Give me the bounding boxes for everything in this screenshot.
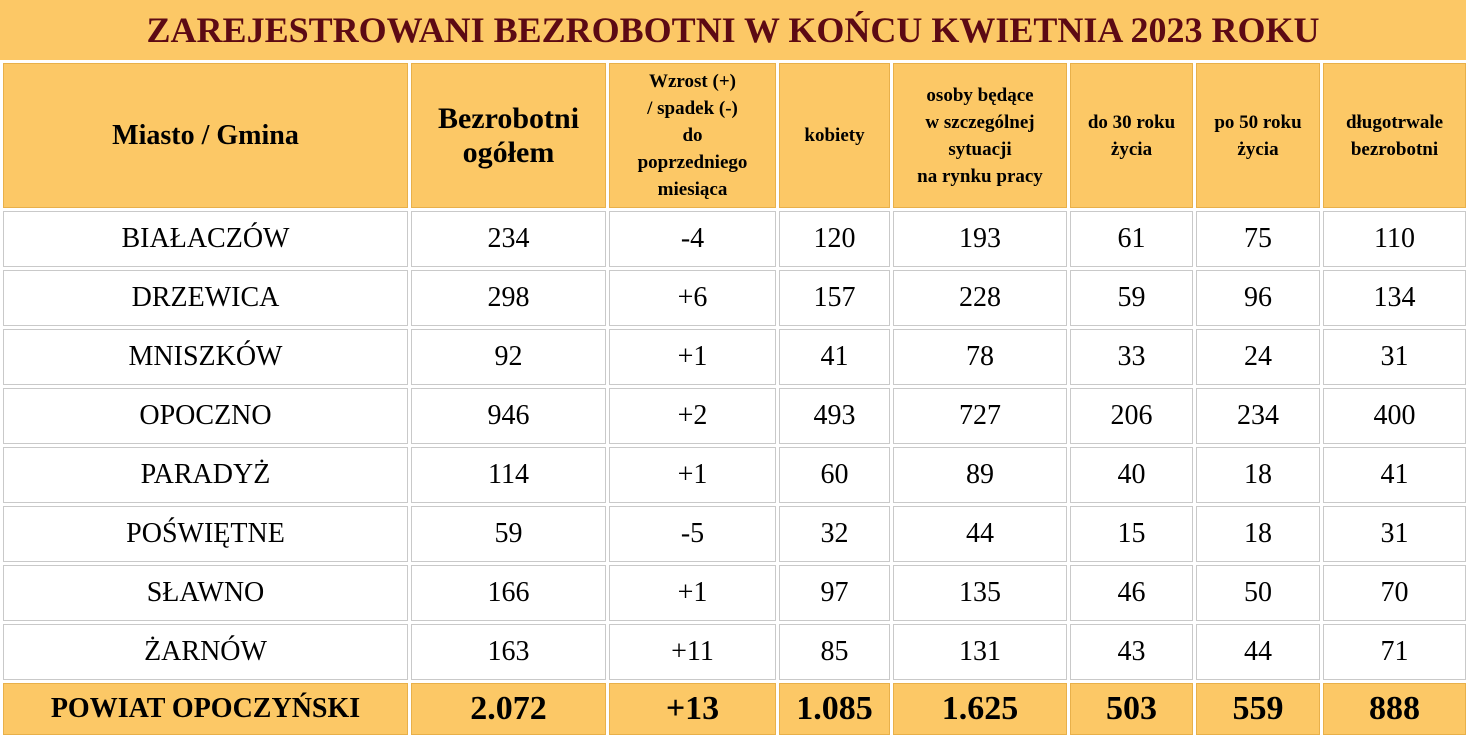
header-line: kobiety [804, 125, 865, 146]
cell-do30: 61 [1070, 211, 1193, 267]
page-title: ZAREJESTROWANI BEZROBOTNI W KOŃCU KWIETNIA 2023 ROKU [0, 0, 1466, 60]
header-line: do 30 roku [1087, 111, 1176, 133]
cell-kobiety: 32 [779, 506, 890, 562]
table-row [3, 624, 1466, 680]
cell-ogolem: 92 [411, 329, 606, 385]
cell-po50: 234 [1196, 388, 1320, 444]
cell-ogolem: 163 [411, 624, 606, 680]
cell-po50: 44 [1196, 624, 1320, 680]
cell-do30: 59 [1070, 270, 1193, 326]
table-row [3, 329, 1466, 385]
cell-po50: 50 [1196, 565, 1320, 621]
total-dlugotrwale: 888 [1323, 683, 1466, 735]
header-dlugotrwale [1323, 63, 1466, 208]
cell-gmina: MNISZKÓW [3, 329, 408, 385]
cell-po50: 18 [1196, 506, 1320, 562]
cell-do30: 206 [1070, 388, 1193, 444]
cell-kobiety: 97 [779, 565, 890, 621]
total-po50: 559 [1196, 683, 1320, 735]
cell-szczegolna: 131 [893, 624, 1067, 680]
cell-dlugotrwale: 134 [1323, 270, 1466, 326]
header-line: długotrwale [1345, 111, 1444, 133]
cell-dlugotrwale: 31 [1323, 506, 1466, 562]
cell-gmina: POŚWIĘTNE [3, 506, 408, 562]
cell-ogolem: 234 [411, 211, 606, 267]
cell-zmiana: -5 [609, 506, 776, 562]
cell-ogolem: 946 [411, 388, 606, 444]
header-line: miesiąca [657, 179, 728, 200]
cell-ogolem: 298 [411, 270, 606, 326]
cell-gmina: SŁAWNO [3, 565, 408, 621]
cell-kobiety: 85 [779, 624, 890, 680]
cell-gmina: BIAŁACZÓW [3, 211, 408, 267]
unemployment-table [0, 60, 1466, 738]
total-gmina: POWIAT OPOCZYŃSKI [3, 683, 408, 735]
header-row [3, 63, 1466, 208]
table-row [3, 270, 1466, 326]
header-gmina [3, 63, 408, 208]
cell-kobiety: 120 [779, 211, 890, 267]
cell-po50: 75 [1196, 211, 1320, 267]
cell-do30: 46 [1070, 565, 1193, 621]
cell-gmina: PARADYŻ [3, 447, 408, 503]
table-row [3, 565, 1466, 621]
cell-dlugotrwale: 400 [1323, 388, 1466, 444]
cell-do30: 43 [1070, 624, 1193, 680]
header-line: w szczególnej [925, 111, 1035, 133]
total-row [3, 683, 1466, 735]
cell-kobiety: 157 [779, 270, 890, 326]
cell-zmiana: +11 [609, 624, 776, 680]
header-line: życia [1110, 138, 1153, 160]
header-line: Wzrost (+) [649, 71, 736, 92]
cell-szczegolna: 44 [893, 506, 1067, 562]
header-line: po 50 roku [1214, 111, 1302, 133]
table-row [3, 447, 1466, 503]
cell-zmiana: +1 [609, 329, 776, 385]
header-zmiana [609, 63, 776, 208]
header-ogolem [411, 63, 606, 208]
cell-gmina: OPOCZNO [3, 388, 408, 444]
cell-gmina: DRZEWICA [3, 270, 408, 326]
cell-szczegolna: 89 [893, 447, 1067, 503]
header-line: na rynku pracy [917, 165, 1043, 187]
cell-do30: 40 [1070, 447, 1193, 503]
cell-dlugotrwale: 41 [1323, 447, 1466, 503]
cell-ogolem: 114 [411, 447, 606, 503]
header-do30 [1070, 63, 1193, 208]
total-ogolem: 2.072 [411, 683, 606, 735]
header-line: życia [1237, 138, 1279, 160]
cell-szczegolna: 228 [893, 270, 1067, 326]
header-line: bezrobotni [1350, 138, 1439, 160]
cell-zmiana: -4 [609, 211, 776, 267]
cell-ogolem: 59 [411, 506, 606, 562]
total-kobiety: 1.085 [779, 683, 890, 735]
cell-szczegolna: 135 [893, 565, 1067, 621]
header-line: poprzedniego [637, 152, 748, 173]
header-line: osoby będące [926, 84, 1034, 106]
cell-zmiana: +1 [609, 447, 776, 503]
header-line: sytuacji [948, 138, 1012, 160]
header-line: Bezrobotni [437, 101, 580, 135]
cell-kobiety: 41 [779, 329, 890, 385]
total-do30: 503 [1070, 683, 1193, 735]
cell-do30: 33 [1070, 329, 1193, 385]
cell-dlugotrwale: 31 [1323, 329, 1466, 385]
cell-po50: 96 [1196, 270, 1320, 326]
table-row [3, 211, 1466, 267]
cell-po50: 18 [1196, 447, 1320, 503]
table-row [3, 388, 1466, 444]
cell-zmiana: +2 [609, 388, 776, 444]
header-po50 [1196, 63, 1320, 208]
header-line: / spadek (-) [647, 98, 738, 119]
header-line: do [682, 125, 703, 146]
cell-kobiety: 60 [779, 447, 890, 503]
cell-dlugotrwale: 70 [1323, 565, 1466, 621]
cell-do30: 15 [1070, 506, 1193, 562]
header-kobiety [779, 63, 890, 208]
total-zmiana: +13 [609, 683, 776, 735]
cell-po50: 24 [1196, 329, 1320, 385]
cell-szczegolna: 193 [893, 211, 1067, 267]
header-line: ogółem [462, 135, 555, 169]
table-row [3, 506, 1466, 562]
total-szczegolna: 1.625 [893, 683, 1067, 735]
cell-zmiana: +6 [609, 270, 776, 326]
cell-zmiana: +1 [609, 565, 776, 621]
header-szczegolna [893, 63, 1067, 208]
cell-dlugotrwale: 110 [1323, 211, 1466, 267]
cell-szczegolna: 78 [893, 329, 1067, 385]
cell-kobiety: 493 [779, 388, 890, 444]
cell-dlugotrwale: 71 [1323, 624, 1466, 680]
header-gmina-label: Miasto / Gmina [112, 119, 299, 151]
cell-ogolem: 166 [411, 565, 606, 621]
cell-szczegolna: 727 [893, 388, 1067, 444]
cell-gmina: ŻARNÓW [3, 624, 408, 680]
